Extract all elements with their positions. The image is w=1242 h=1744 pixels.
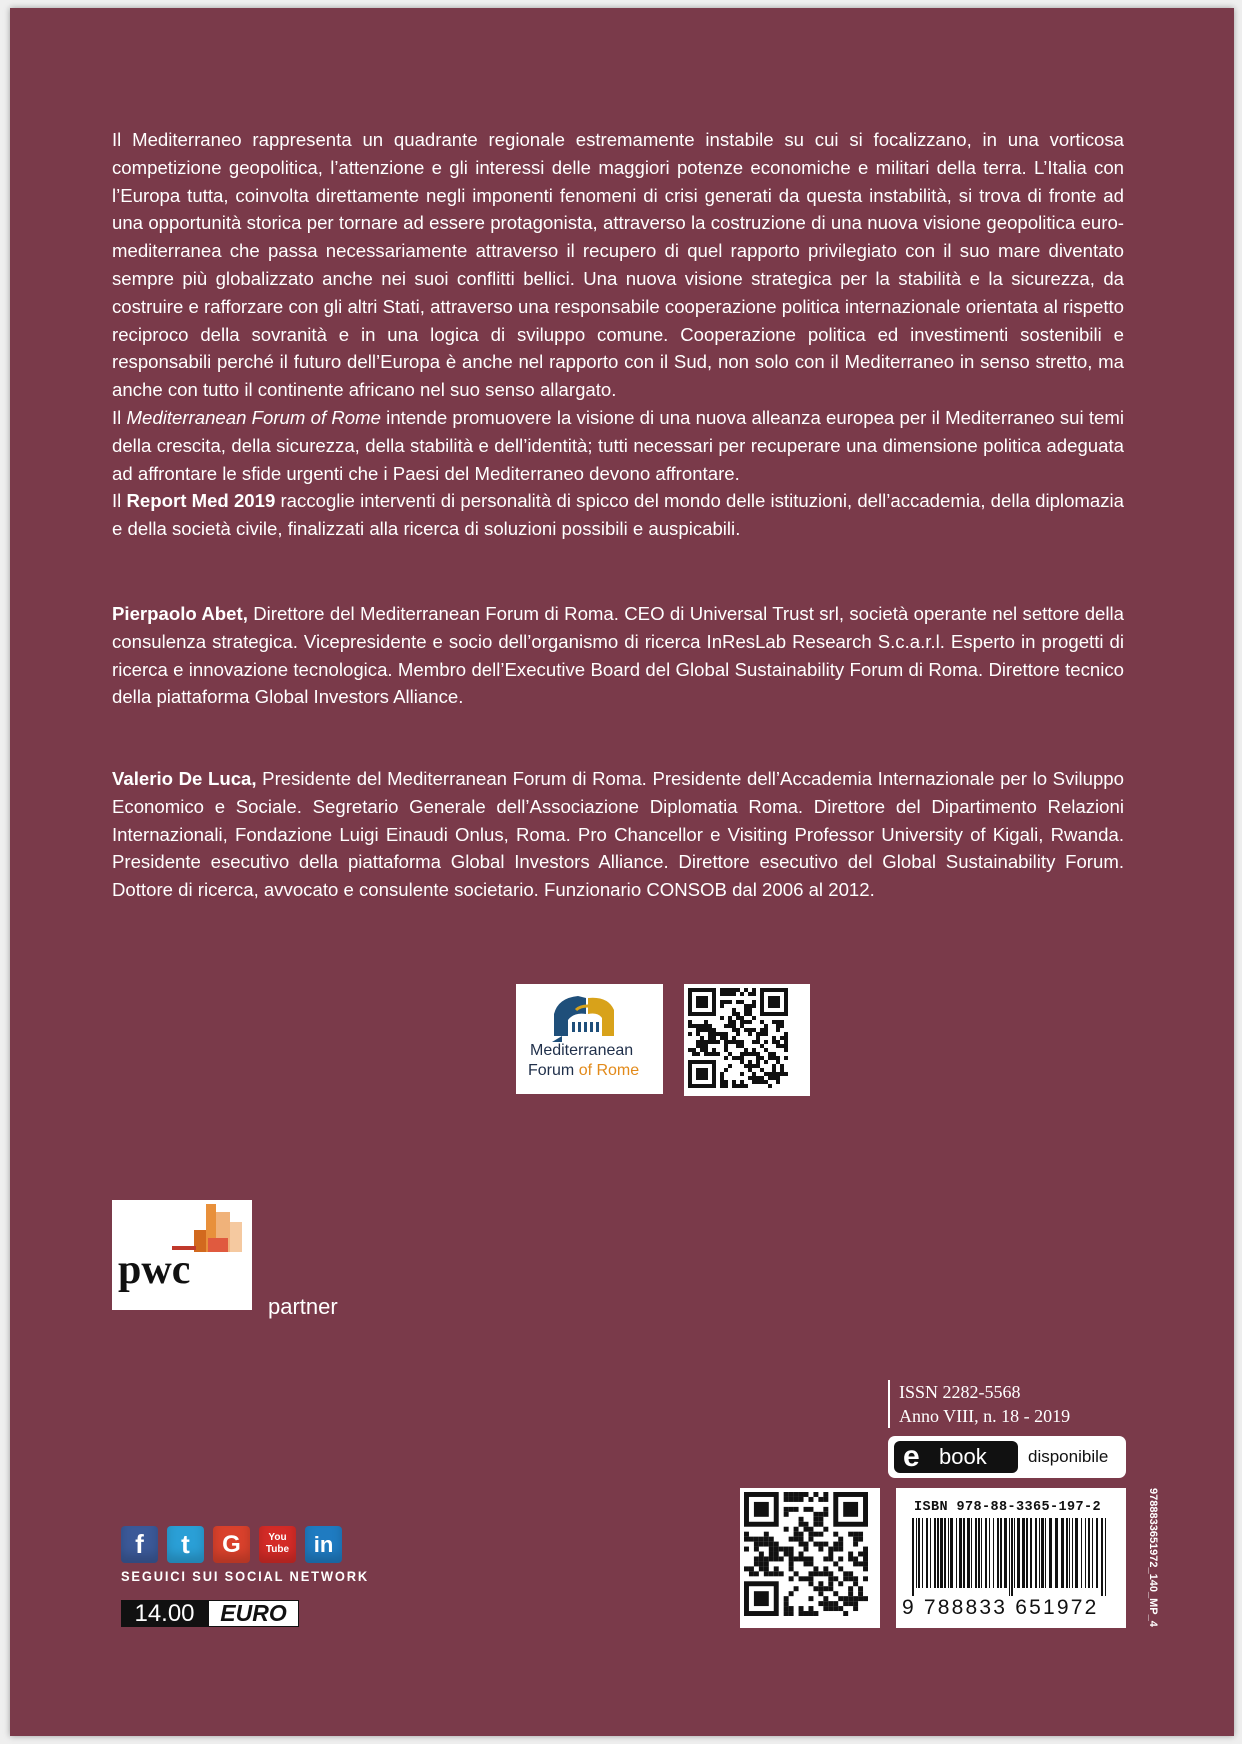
facebook-icon[interactable] bbox=[121, 1526, 158, 1563]
ebook-available: disponibile bbox=[1028, 1447, 1109, 1466]
intro-p3-rest: raccoglie interventi di personalità di spicco del mondo delle istituzioni, dell’accademia, della diplomazia e della società civile, finalizzati alla ricerca di soluzioni possibili e auspicabili. bbox=[112, 490, 1125, 540]
youtube-icon[interactable] bbox=[259, 1526, 296, 1563]
bio-text: Presidente del Mediterranean Forum di Roma. Presidente dell’Accademia Internazionale per lo Sviluppo Economico e Sociale. Segretario Generale dell’Associazione Diplomatia Roma. Direttore del Dipartimento Relazioni Internazionali, Fondazione Luigi Einaudi Onlus, Roma. Pro Chancellor e Visiting Professor University of Kigali, Rwanda. Presidente esecutivo della piattaforma Global Investors Alliance. Direttore esecutivo del Global Sustainability Forum. Dottore di ricerca, avvocato e consulente societario. Funzionario CONSOB dal 2006 al 2012. bbox=[112, 768, 1124, 901]
facebook-glyph: f bbox=[135, 1529, 144, 1559]
intro-text bbox=[112, 126, 1124, 543]
issue: Anno VIII, n. 18 - 2019 bbox=[899, 1406, 1071, 1426]
intro-p3-prefix: Il bbox=[112, 490, 127, 512]
ebook-e: e bbox=[903, 1440, 920, 1473]
intro-paragraph-1: Il Mediterraneo rappresenta un quadrante regionale estremamente instabile su cui si focalizzano, in una vorticosa competizione geopolitica, l’attenzione e gli interessi delle maggiori potenze economiche e militari della terra. L’Italia con l’Europa tutta, coinvolta direttamente negli imponenti fenomeni di crisi generati da questa instabilità, si trova di fronte ad una opportunità storica per tornare ad essere protagonista, attraverso la costruzione di una nuova visione geopolitica euro-mediterranea che passa necessariamente attraverso il recupero di quel rapporto privilegiato con il suo mare diventato sempre più globalizzato anche nei suoi conflitti bellici. Una nuova visione strategica per la stabilità e la sicurezza, da costruire e rafforzare con gli altri Stati, attraverso una responsabile cooperazione politica internazionale orientata al rispetto reciproco della sovranità e in una logica di sviluppo comune. Cooperazione politica ed investimenti sostenibili e responsabili perché il futuro dell’Europa è anche nel rapporto con il Sud, non solo con il Mediterraneo in senso stretto, ma anche con tutto il continente africano nel suo senso allargato. bbox=[112, 129, 1124, 401]
ebook-book: book bbox=[939, 1444, 987, 1469]
ebook-badge bbox=[888, 1436, 1126, 1478]
twitter-glyph: t bbox=[181, 1529, 190, 1559]
bio-paragraph bbox=[112, 765, 1124, 904]
intro-p2-rest: intende promuovere la visione di una nuova alleanza europea per il Mediterraneo sui temi della crescita, della sicurezza, della stabilità e dell’identità; tutti necessari per recuperare una dimensione politica adeguata ad affrontare le sfide urgenti che i Paesi del Mediterraneo devono affrontare. bbox=[112, 406, 1124, 484]
ebook-logo bbox=[894, 1441, 1018, 1473]
forum-logo-line1: Mediterranean bbox=[530, 1042, 634, 1059]
bio-text: Direttore del Mediterranean Forum di Roma. CEO di Universal Trust srl, società operante nel settore della consulenza strategica. Vicepresidente e socio dell’organismo di ricerca InResLab Research S.c.a.r.l. Esperto in progetti di ricerca e innovazione tecnologica. Membro dell’Executive Board del Global Sustainability Forum di Roma. Direttore tecnico della piattaforma Global Investors Alliance. bbox=[112, 603, 1124, 708]
isbn-label: ISBN 978-88-3365-197-2 bbox=[914, 1500, 1102, 1515]
price-currency: EURO bbox=[208, 1600, 299, 1627]
qr-code-graphic bbox=[684, 984, 810, 1096]
side-code bbox=[1143, 1488, 1159, 1628]
isbn-barcode bbox=[896, 1488, 1126, 1628]
bio-name: Valerio De Luca, bbox=[112, 768, 257, 789]
forum-logo-line2 bbox=[528, 1062, 639, 1080]
qr-code-icon bbox=[684, 984, 810, 1096]
intro-p2-prefix: Il bbox=[112, 406, 127, 428]
social-label: SEGUICI SUI SOCIAL NETWORK bbox=[121, 1568, 369, 1584]
partner-label: partner bbox=[268, 1294, 338, 1319]
barcode-icon bbox=[910, 1518, 1110, 1596]
pwc-logo bbox=[112, 1200, 252, 1310]
bio-abet bbox=[112, 600, 1124, 711]
google-icon[interactable] bbox=[213, 1526, 250, 1563]
report-title: Report Med 2019 bbox=[126, 490, 276, 512]
youtube-glyph: You Tube bbox=[265, 1532, 290, 1555]
bio-de-luca bbox=[112, 765, 1124, 904]
twitter-icon[interactable] bbox=[167, 1526, 204, 1563]
linkedin-glyph: in bbox=[313, 1532, 334, 1557]
intro-paragraph-3 bbox=[112, 487, 1124, 543]
mediterranean-forum-logo bbox=[516, 984, 663, 1094]
forum-name: Mediterranean Forum of Rome bbox=[126, 406, 381, 428]
forum-logo-word: Forum bbox=[528, 1062, 575, 1079]
issn-block bbox=[888, 1380, 1070, 1428]
side-code-text: 9788833651972_140_MP_4 bbox=[1147, 1488, 1159, 1627]
barcode-number: 9 788833 651972 bbox=[902, 1596, 1099, 1619]
pwc-wordmark: pwc bbox=[118, 1247, 191, 1293]
qr-code-graphic bbox=[740, 1488, 880, 1628]
bio-name: Pierpaolo Abet, bbox=[112, 603, 248, 624]
intro-paragraph-2 bbox=[112, 404, 1124, 487]
qr-code-icon bbox=[740, 1488, 880, 1628]
price-amount: 14.00 bbox=[121, 1600, 208, 1627]
google-glyph: G bbox=[222, 1531, 241, 1558]
forum-logo-word: of Rome bbox=[578, 1062, 640, 1079]
issn: ISSN 2282-5568 bbox=[899, 1382, 1021, 1402]
linkedin-icon[interactable] bbox=[305, 1526, 342, 1563]
bio-paragraph bbox=[112, 600, 1124, 711]
